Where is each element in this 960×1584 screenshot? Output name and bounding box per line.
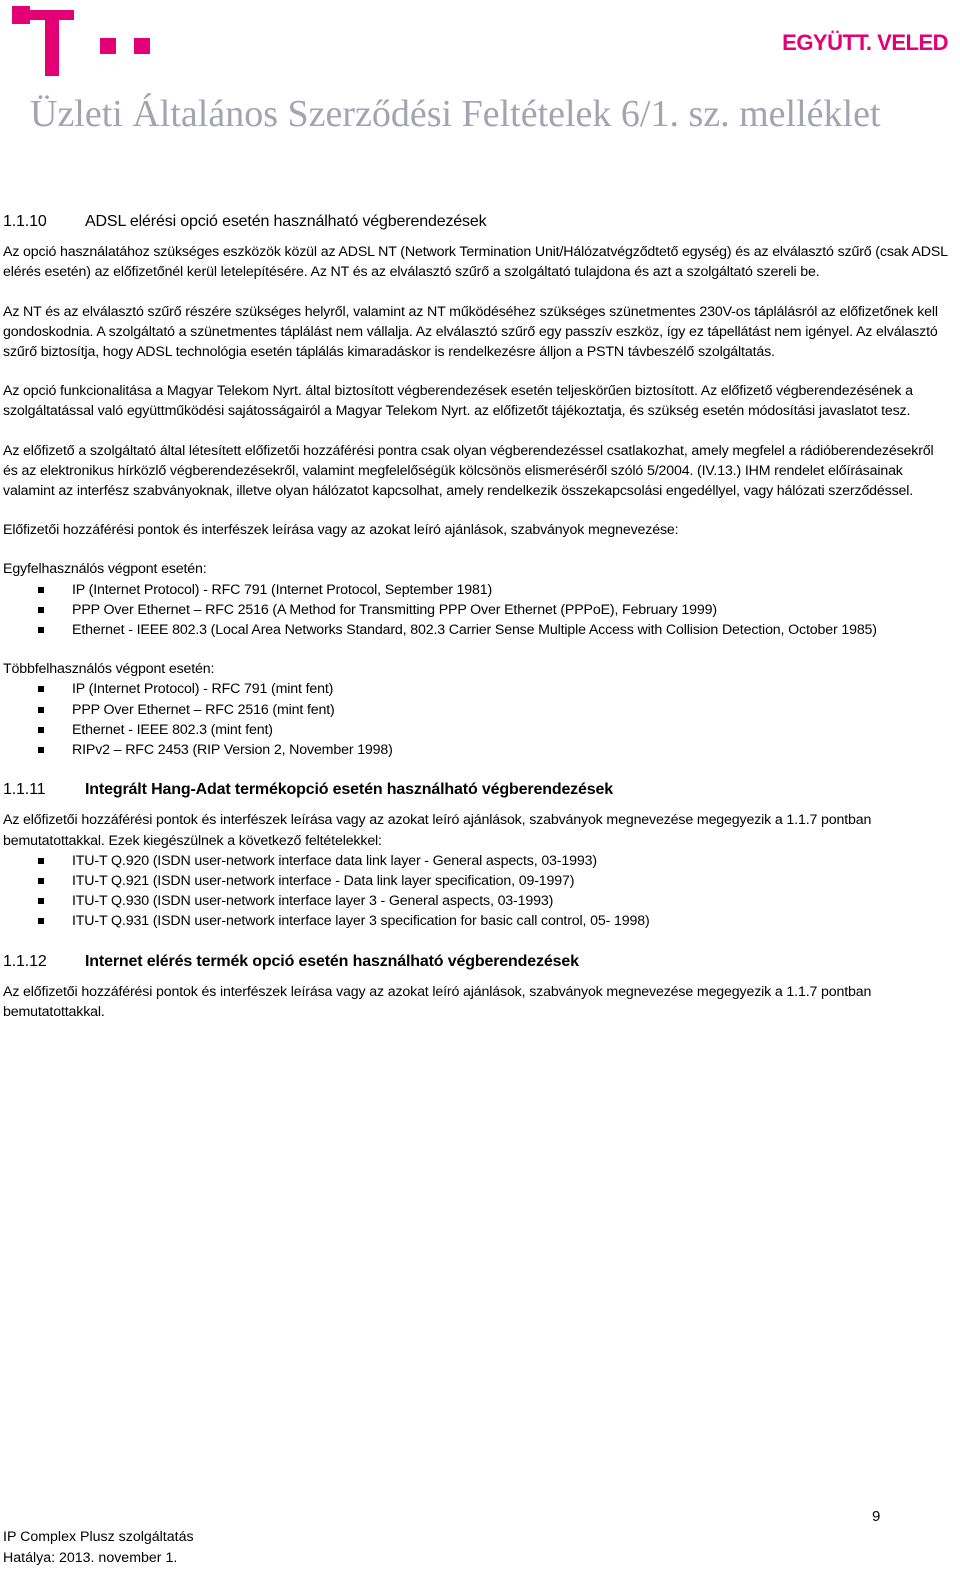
slogan: EGYÜTT. VELED <box>782 30 948 55</box>
list-item: PPP Over Ethernet – RFC 2516 (A Method for Transmitting PPP Over Ethernet (PPPoE), February 1999) <box>3 600 951 620</box>
list-item: ITU-T Q.930 (ISDN user-network interface layer 3 - General aspects, 03-1993) <box>3 891 951 911</box>
footer-effective-date: Hatálya: 2013. november 1. <box>3 1550 178 1566</box>
list-label-single-user: Egyfelhasználós végpont esetén: <box>3 561 207 578</box>
document-body <box>3 212 951 1041</box>
list-item: Ethernet - IEEE 802.3 (Local Area Networks Standard, 802.3 Carrier Sense Multiple Access with Collision Detection, October 1985) <box>3 620 951 640</box>
isdn-list <box>3 851 951 932</box>
paragraph: Az előfizető a szolgáltató által létesített előfizetői hozzáférési pontra csak olyan végberendezéssel csatlakozhat, amely megfelel a rádióberendezésekről és az elektronikus hírközlő végberendezésekről, valamint megfelelőségük kölcsönös elismeréséről szóló 5/2004. (IV.13.) IHM rendelet előírásainak valamint az interfész szabványoknak, illetve olyan hálózatot kapcsolhat, amely rendelkezik összekapcsolási engedéllyel, vagy hálózati szerződéssel. <box>3 442 934 500</box>
list-item: RIPv2 – RFC 2453 (RIP Version 2, November 1998) <box>3 740 951 760</box>
paragraph: Az NT és az elválasztó szűrő részére szükséges helyről, valamint az NT működéséhez szükséges szünetmentes 230V-os táplálásról az előfizetőnek kell gondoskodnia. A szolgáltató a szünetmentes táplálást nem vállalja. Az elválasztó szűrő egy passzív eszköz, így ez tápellátást nem igényel. Az elválasztó szűrő biztosítja, hogy ADSL technológia esetén táplálás kimaradáskor is rendelkezésre álljon a PSTN távbeszélő szolgáltatás. <box>3 303 938 361</box>
page-number: 9 <box>872 1508 881 1525</box>
paragraph: Az opció funkcionalitása a Magyar Telekom Nyrt. által biztosított végberendezések esetén teljeskörűen biztosított. Az előfizető végberendezésének a szolgáltatással való együttműködési sajátosságairól a Magyar Telekom Nyrt. az előfizetőt tájékoztatja, és szükség esetén módosítási javaslatot tesz. <box>3 383 913 420</box>
multi-user-list <box>3 679 951 760</box>
footer <box>3 1527 194 1569</box>
section-title: ADSL elérési opció esetén használható végberendezések <box>85 213 487 230</box>
list-item: IP (Internet Protocol) - RFC 791 (Internet Protocol, September 1981) <box>3 580 951 600</box>
footer-service: IP Complex Plusz szolgáltatás <box>3 1529 194 1545</box>
section-title: Integrált Hang-Adat termékopció esetén használható végberendezések <box>85 781 614 799</box>
paragraph: Az opció használatához szükséges eszközök közül az ADSL NT (Network Termination Unit/Hálózatvégződtető egység) és az elválasztó szűrő (csak ADSL elérés esetén) az előfizetőnél kerül letelepítésére. Az NT és az elválasztó szűrő a szolgáltató tulajdona és azt a szolgáltató szereli be. <box>3 244 948 281</box>
section-heading-1-1-12 <box>3 952 951 972</box>
paragraph: Az előfizetői hozzáférési pontok és interfészek leírása vagy az azokat leíró ajánlások, szabványok megnevezése megegyezik a 1.1.7 pontban bemutatottakkal. Ezek kiegészülnek a következő feltételekkel: <box>3 812 872 849</box>
document-title: Üzleti Általános Szerződési Feltételek 6/1. sz. melléklet <box>30 93 881 135</box>
paragraph: Az előfizetői hozzáférési pontok és interfészek leírása vagy az azokat leíró ajánlások, szabványok megnevezése megegyezik a 1.1.7 pontban bemutatottakkal. <box>3 983 872 1021</box>
list-item: Ethernet - IEEE 802.3 (mint fent) <box>3 720 951 740</box>
section-heading-1-1-11 <box>3 780 951 800</box>
list-item: ITU-T Q.920 (ISDN user-network interface data link layer - General aspects, 03-1993) <box>3 851 951 871</box>
list-label-multi-user: Többfelhasználós végpont esetén: <box>3 661 215 678</box>
section-number: 1.1.10 <box>3 213 47 230</box>
telekom-logo <box>12 6 152 76</box>
list-item: ITU-T Q.921 (ISDN user-network interface - Data link layer specification, 09-1997) <box>3 871 951 891</box>
list-item: IP (Internet Protocol) - RFC 791 (mint fent) <box>3 679 951 699</box>
single-user-list <box>3 580 951 641</box>
section-title: Internet elérés termék opció esetén használható végberendezések <box>85 952 579 970</box>
section-heading-1-1-10 <box>3 212 951 232</box>
section-number: 1.1.12 <box>3 952 47 970</box>
section-number: 1.1.11 <box>3 781 46 799</box>
paragraph: Előfizetői hozzáférési pontok és interfészek leírása vagy az azokat leíró ajánlások, szabványok megnevezése: <box>3 522 679 539</box>
list-item: ITU-T Q.931 (ISDN user-network interface layer 3 specification for basic call control, 05- 1998) <box>3 911 951 931</box>
list-item: PPP Over Ethernet – RFC 2516 (mint fent) <box>3 700 951 720</box>
